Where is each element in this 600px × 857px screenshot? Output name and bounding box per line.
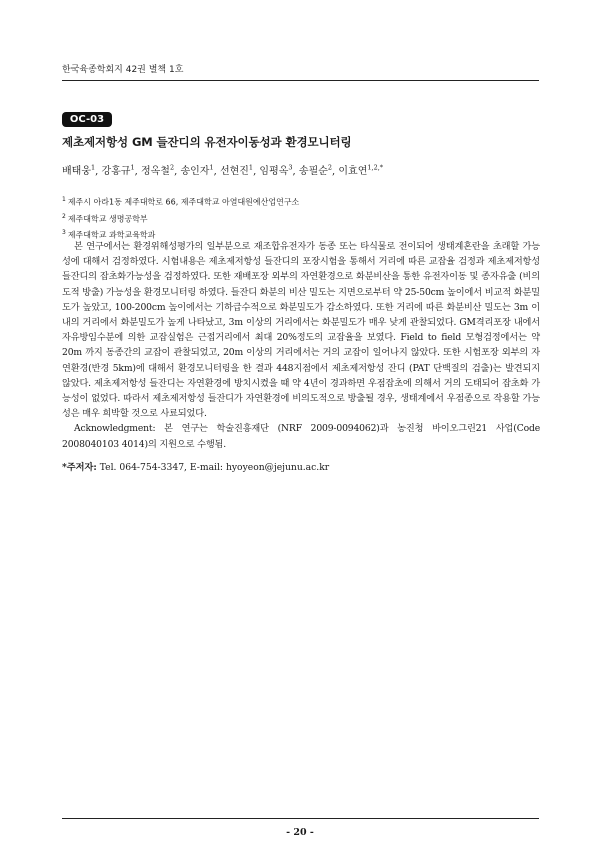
abstract-body: 본 연구에서는 환경위해성평가의 일부분으로 재조합유전자가 동종 또는 타식물로 전이되어 생태계혼란을 초래할 가능성에 대해서 검정하였다. 시험내용은 제초제저항성 들잔디의 포장시험을 통해서 거리에 따른 교잡율 검정과 제초제저항성 들잔디의 잡초화가능성을 검정하였다. 또한 재배포장 외부의 자연환경으로 화분비산을 통한 유전자이동 및 종자유출 (비의도적 방출) 가능성을 환경모니터링 하였다. 들잔디 화분의 비산 밀도는 지면으로부터 약 25-50cm 높이에서 비교적 화분밀도가 높았고, 100-200cm 높이에서는 기하급수적으로 화분밀도가 감소하였다. 또한 거리에 따른 화분비산 밀도는 3m 이내의 거리에서 화분밀도가 높게 나타났고, 3m 이상의 거리에서는 화분밀도가 매우 낮게 관찰되었다. GM격리포장 내에서 자유방임수분에 의한 교잡실험은 근접거리에서 최대 20%정도의 교잡율을 보였다. Field to field 모형검정에서는 약 20m 까지 동종간의 교잡이 관찰되었고, 20m 이상의 거리에서는 거의 교잡이 일어나지 않았다. 또한 시험포장 외부의 자연환경(반경 5km)에 대해서 환경모니터링을 한 결과 448지점에서 제초제저항성 잔디 (PAT 단백질의 검출)는 발견되지 않았다. 제초제저항성 들잔디는 자연환경에 방치시켰을 때 약 4년이 경과하면 우점잡초에 의해서 거의 도태되어 잡초화 가능성이 없었다. 따라서 제초제저항성 들잔디가 자연환경에 비의도적으로 방출될 경우, 생태계에서 우점종으로 작용할 가능성은 매우 희박할 것으로 사료되었다. xyxy=(62,241,540,420)
session-badge: OC-03 xyxy=(62,112,112,127)
header-rule xyxy=(62,80,539,81)
journal-header: 한국육종학회지 42권 별책 1호 xyxy=(62,65,184,75)
contact-details: Tel. 064-754-3347, E-mail: hyoyeon@jejunu.ac.kr xyxy=(96,462,330,473)
author: 선현진$^1$ xyxy=(219,163,254,177)
author: 송인자$^1$ xyxy=(180,163,214,177)
page-number: - 20 - xyxy=(286,827,314,838)
contact-label: *주저자: xyxy=(62,462,97,473)
author: 정옥철$^2$ xyxy=(140,163,175,177)
footer-rule xyxy=(62,818,539,819)
affiliation-list xyxy=(62,193,539,243)
author: 임평옥$^3$ xyxy=(259,163,293,177)
author: 배태웅$^1$ xyxy=(62,163,96,177)
author-list: 배태웅$^1$, 강홍규$^1$, 정옥철$^2$, 송인자$^1$, 선현진$^1$, 임평옥$^3$, 송필순$^2$, 이효연$^{1,2,*}$ xyxy=(62,163,384,177)
paper-title: 제초제저항성 GM 들잔디의 유전자이동성과 환경모니터링 xyxy=(62,135,352,149)
acknowledgment: Acknowledgment: 본 연구는 학술진흥재단 (NRF 2009-0094062)과 농진청 바이오그린21 사업(Code 2008040103 4014)의 지원으로 수행됨. xyxy=(62,423,540,450)
affiliation: $^1$ 제주시 아라1동 제주대학로 66, 제주대학교 아열대원예산업연구소 xyxy=(62,196,300,207)
author: 이효연$^{1,2,*}$ xyxy=(338,163,384,177)
author: 강홍규$^1$ xyxy=(101,163,135,177)
corresponding-author xyxy=(62,459,540,473)
affiliation: $^2$ 제주대학교 생명공학부 xyxy=(62,212,148,224)
author: 송필순$^2$ xyxy=(298,163,333,177)
abstract-section xyxy=(62,239,540,452)
affiliation: $^3$ 제주대학교 과학교육학과 xyxy=(62,229,156,240)
